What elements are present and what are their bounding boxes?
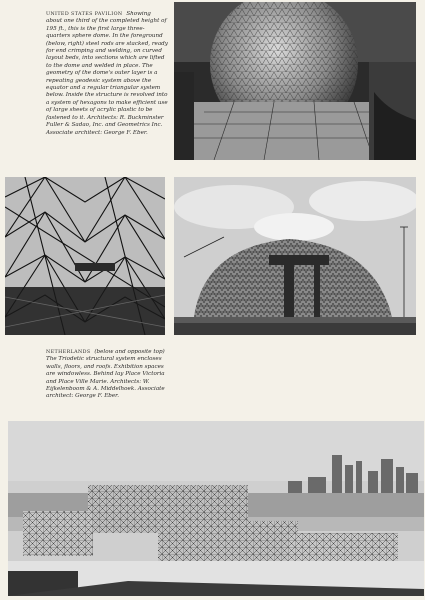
us-pavilion-caption-lead: UNITED STATES PAVILION bbox=[46, 12, 123, 17]
geodesic-grid-closeup-photo bbox=[5, 177, 165, 335]
us-pavilion-dome-photo bbox=[174, 2, 416, 160]
us-pavilion-caption bbox=[46, 11, 168, 137]
netherlands-caption bbox=[46, 349, 168, 401]
us-pavilion-caption-text: Showing about one third of the completed height of 195 ft., this is the first large three-quarters sphere dome. In the foreground (below, right) steel rods are stacked, ready for end crimping and welding, on curved layout beds, into sections which are lifted to the dome and welded in place. The geometry of the dome's outer layer is a repeating geodesic system above the equator and a regular triangular system below. Inside the structure is revolved into a system of hexagons to make efficient use of large sheets of acrylic plastic to be fastened to it. Architects: R. Buckminster Fuller & Sadao, Inc. and Geometrics Inc. Associate architect: George F. Eber. bbox=[46, 11, 168, 136]
dome-construction-photo bbox=[174, 177, 416, 335]
netherlands-caption-text: (below and opposite top) The Triodetic structural system encloses walls, floors, and roofs. Exhibition spaces are windowless. Behind lay Place Victoria and Place Ville Marie. Architects: W. Eijkelenboom & A. Middelhoek. Associate architect: George F. Eber. bbox=[46, 349, 165, 400]
netherlands-pavilion-photo bbox=[8, 421, 424, 596]
netherlands-caption-lead: NETHERLANDS bbox=[46, 350, 91, 355]
